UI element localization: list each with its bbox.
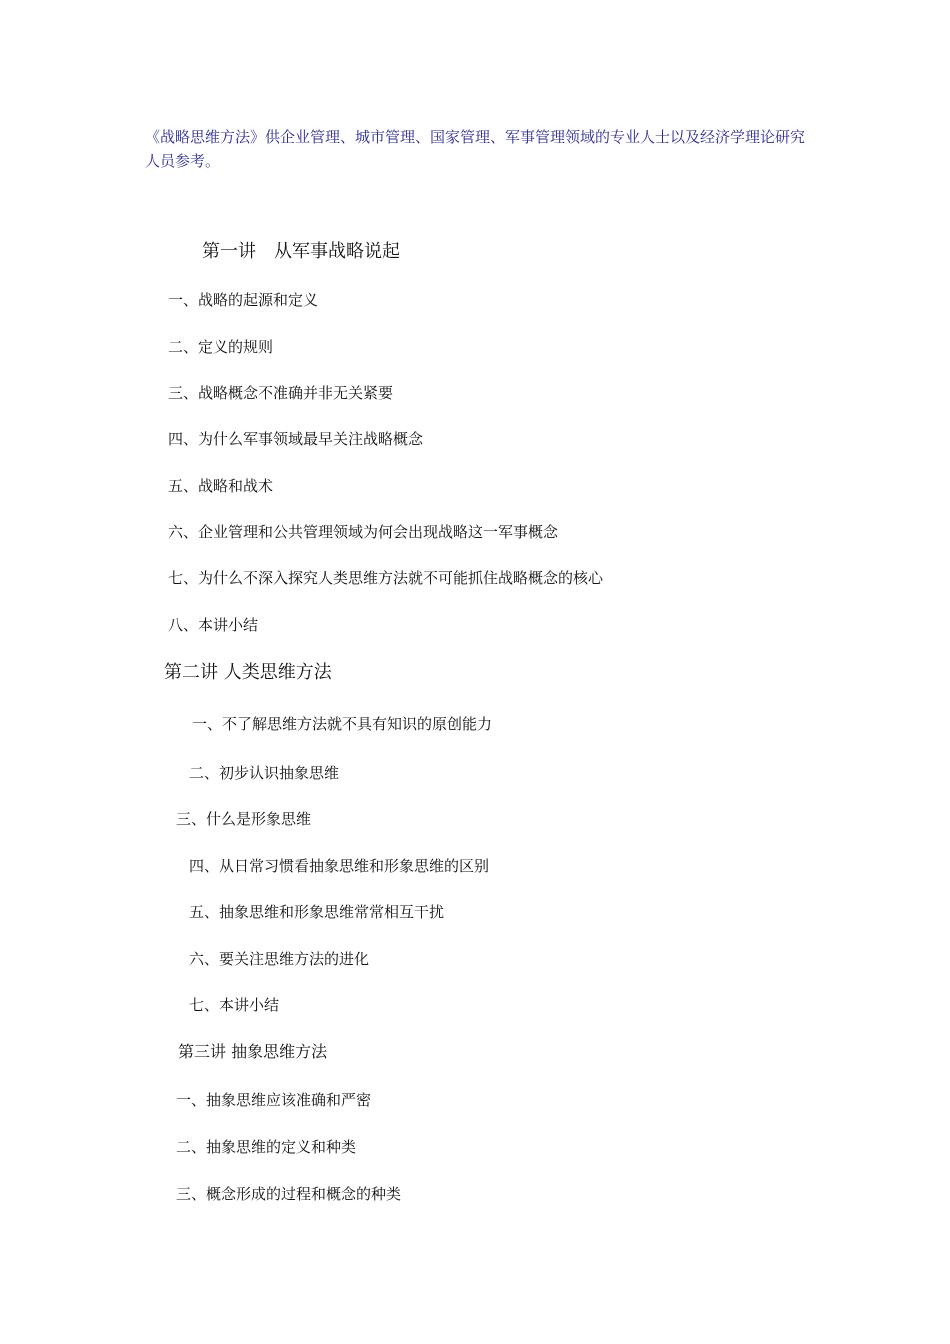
- lecture-2-item-1: 一、不了解思维方法就不具有知识的原创能力: [192, 715, 493, 733]
- lecture-2-item-3: 三、什么是形象思维: [176, 810, 312, 828]
- lecture-1-title: 第一讲 从军事战略说起: [202, 241, 400, 262]
- lecture-1-item-2: 二、定义的规则: [168, 338, 274, 356]
- lecture-2-title: 第二讲 人类思维方法: [164, 662, 332, 683]
- lecture-2-item-2: 二、初步认识抽象思维: [189, 764, 340, 782]
- lecture-1-item-3: 三、战略概念不准确并非无关紧要: [168, 384, 394, 402]
- lecture-2-item-4: 四、从日常习惯看抽象思维和形象思维的区别: [189, 857, 490, 875]
- lecture-3-item-3: 三、概念形成的过程和概念的种类: [176, 1185, 402, 1203]
- lecture-3-title: 第三讲 抽象思维方法: [178, 1042, 328, 1061]
- lecture-1-item-5: 五、战略和战术: [168, 477, 274, 495]
- lecture-1-item-6: 六、企业管理和公共管理领域为何会出现战略这一军事概念: [168, 523, 559, 541]
- lecture-1-item-7: 七、为什么不深入探究人类思维方法就不可能抓住战略概念的核心: [168, 569, 604, 587]
- lecture-1-item-4: 四、为什么军事领域最早关注战略概念: [168, 430, 424, 448]
- lecture-2-item-5: 五、抽象思维和形象思维常常相互干扰: [189, 903, 445, 921]
- intro-paragraph: 《战略思维方法》供企业管理、城市管理、国家管理、军事管理领域的专业人士以及经济学理论研究人员参考。: [145, 128, 806, 170]
- lecture-2-item-6: 六、要关注思维方法的进化: [189, 950, 370, 968]
- lecture-3-item-2: 二、抽象思维的定义和种类: [176, 1138, 357, 1156]
- lecture-2-item-7: 七、本讲小结: [189, 996, 280, 1014]
- lecture-1-item-1: 一、战略的起源和定义: [168, 291, 319, 309]
- lecture-3-item-1: 一、抽象思维应该准确和严密: [176, 1091, 372, 1109]
- lecture-1-item-8: 八、本讲小结: [168, 616, 259, 634]
